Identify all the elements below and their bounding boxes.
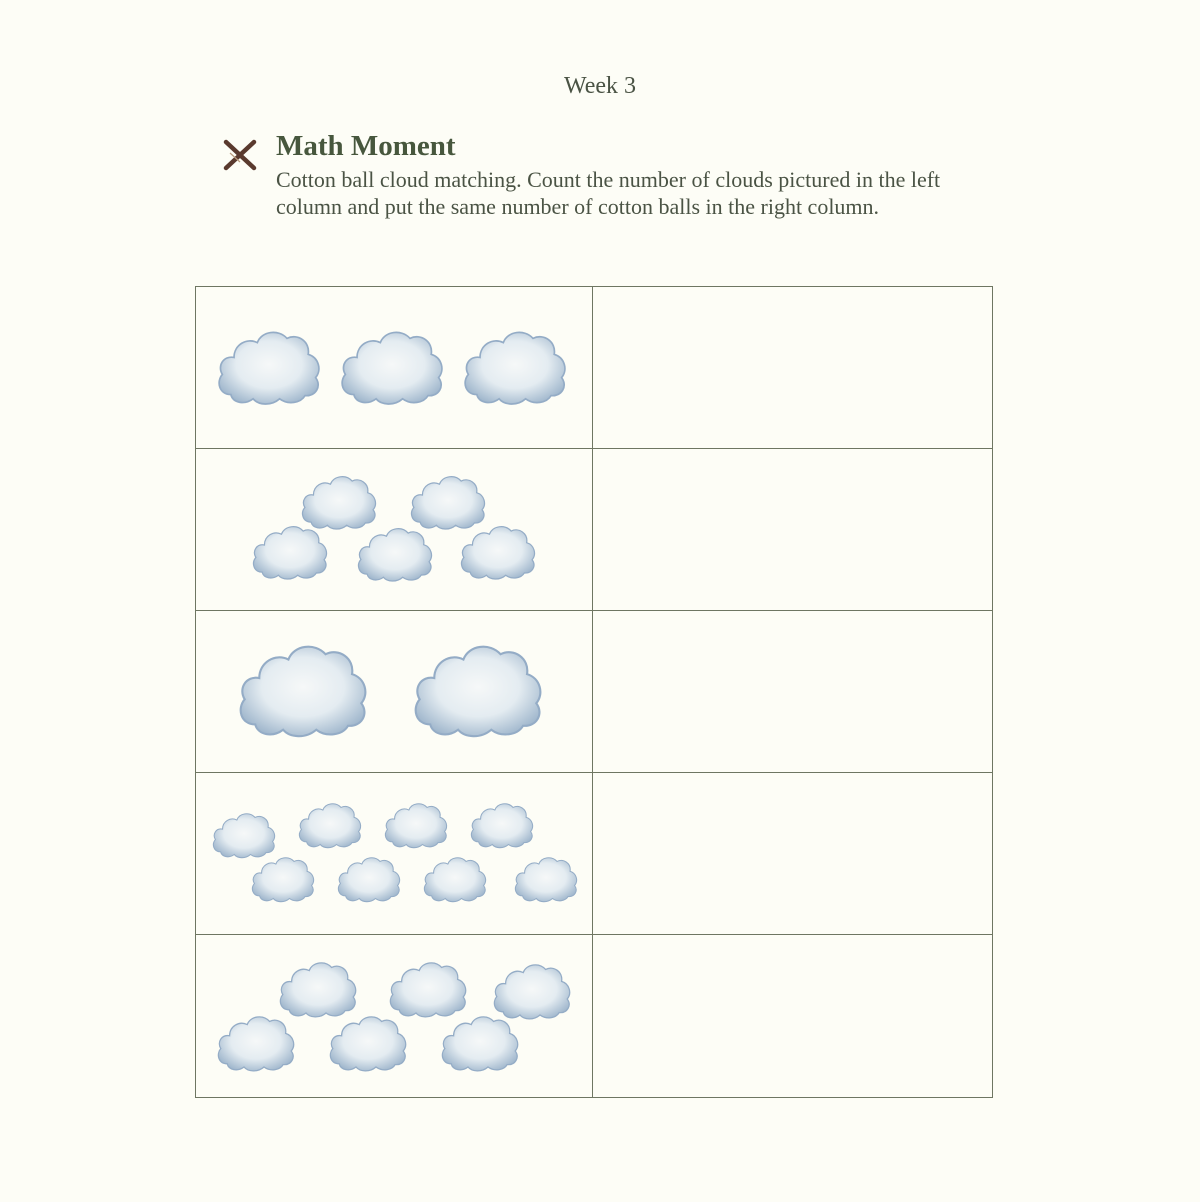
cloud-icon xyxy=(249,853,317,905)
cotton-ball-cell-4[interactable] xyxy=(593,773,992,935)
x-mark-icon xyxy=(222,138,258,172)
cloud-count-cell-4 xyxy=(196,773,593,935)
cotton-ball-cell-1[interactable] xyxy=(593,287,992,449)
cotton-ball-cell-5[interactable] xyxy=(593,935,992,1097)
cloud-icon xyxy=(512,853,580,905)
cloud-icon xyxy=(214,1011,298,1075)
cloud-icon xyxy=(339,323,445,411)
cotton-ball-cell-3[interactable] xyxy=(593,611,992,773)
cloud-icon xyxy=(247,521,333,583)
cloud-count-cell-5 xyxy=(196,935,593,1097)
cotton-ball-cell-2[interactable] xyxy=(593,449,992,611)
cloud-icon xyxy=(382,799,450,851)
cloud-icon xyxy=(296,799,364,851)
week-label: Week 3 xyxy=(563,73,637,99)
cloud-count-cell-1 xyxy=(196,287,593,449)
cloud-matching-table xyxy=(195,286,993,1098)
cloud-icon xyxy=(236,637,370,743)
cloud-count-cell-3 xyxy=(196,611,593,773)
cloud-icon xyxy=(335,853,403,905)
cloud-count-cell-2 xyxy=(196,449,593,611)
activity-description: Cotton ball cloud matching. Count the number of clouds pictured in the left column and put the same number of cotton balls in the right column. xyxy=(276,167,941,219)
cloud-icon xyxy=(352,523,438,585)
cloud-icon xyxy=(216,323,322,411)
cloud-icon xyxy=(438,1011,522,1075)
cloud-icon xyxy=(468,799,536,851)
cloud-icon xyxy=(462,323,568,411)
activity-title: Math Moment xyxy=(276,130,456,162)
cloud-icon xyxy=(411,637,545,743)
cloud-icon xyxy=(326,1011,410,1075)
cloud-icon xyxy=(421,853,489,905)
cloud-icon xyxy=(455,521,541,583)
